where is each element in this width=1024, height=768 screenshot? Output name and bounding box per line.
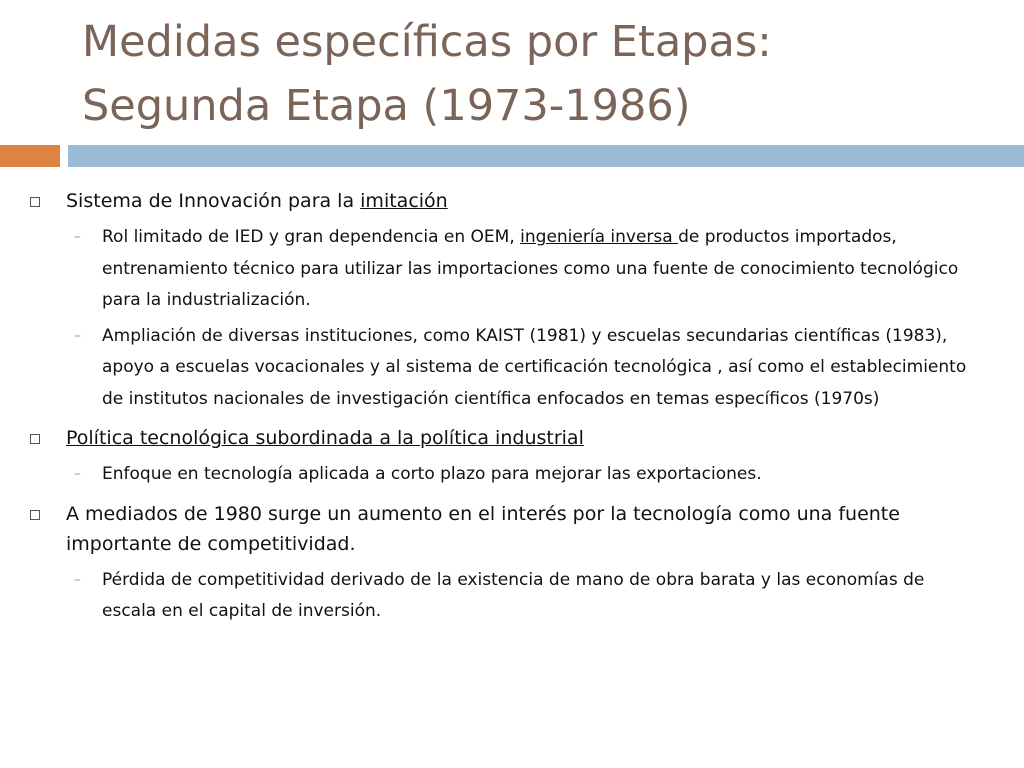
bullet-innovation-system — [0, 186, 1024, 216]
bullet-tech-policy — [0, 423, 1024, 453]
hollow-square-bullet-icon — [30, 510, 40, 520]
sub-bullet-competitiveness-loss — [0, 565, 1024, 628]
slide-title-line2: Segunda Etapa (1973-1986) — [82, 81, 691, 131]
sub-bullet-text: Rol limitado de IED y gran dependencia en OEM, — [102, 227, 521, 247]
dash-bullet-icon: – — [74, 229, 81, 245]
dash-bullet-icon: – — [74, 466, 81, 482]
sub-bullet-text: Pérdida de competitividad derivado de la existencia de mano de obra barata y las economías de escala en el capital de inversión. — [102, 569, 925, 621]
sub-bullet-fdi-oem — [0, 222, 1024, 317]
bullet-text: Sistema de Innovación para la — [66, 190, 361, 212]
accent-bar-blue — [68, 145, 1024, 167]
hollow-square-bullet-icon — [30, 434, 40, 444]
slide-body — [0, 186, 1024, 628]
sub-bullet-institutions — [0, 321, 1024, 416]
dash-bullet-icon: – — [74, 327, 81, 344]
sub-bullet-text: Enfoque en tecnología aplicada a corto plazo para mejorar las exportaciones. — [102, 464, 762, 484]
dash-bullet-icon: – — [74, 571, 81, 588]
bullet-text: A mediados de 1980 surge un aumento en el interés por la tecnología como una fuente importante de competitividad. — [66, 502, 900, 555]
bullet-underlined-text: Política tecnológica subordinada a la política industrial — [66, 427, 584, 449]
sub-bullet-underlined-text: ingeniería inversa — [520, 227, 679, 247]
bullet-underlined-text: imitación — [360, 190, 448, 212]
sub-bullet-text-cont: de productos importados, entrenamiento técnico para utilizar las importaciones como una fuente de conocimiento tecnológico para la industrialización. — [102, 227, 959, 310]
slide-title — [82, 10, 1002, 138]
slide-title-line1: Medidas específicas por Etapas: — [82, 17, 772, 67]
hollow-square-bullet-icon — [30, 197, 40, 207]
bullet-mid-1980 — [0, 499, 1024, 559]
sub-bullet-text: Ampliación de diversas instituciones, como KAIST (1981) y escuelas secundarias científicas (1983), apoyo a escuelas vocacionales y al sistema de certificación tecnológica , así como el establecimiento de institutos nacionales de investigación científica enfocados en temas específicos (1970s) — [102, 325, 967, 409]
sub-bullet-applied-tech — [0, 459, 1024, 491]
accent-bar-orange — [0, 145, 60, 167]
